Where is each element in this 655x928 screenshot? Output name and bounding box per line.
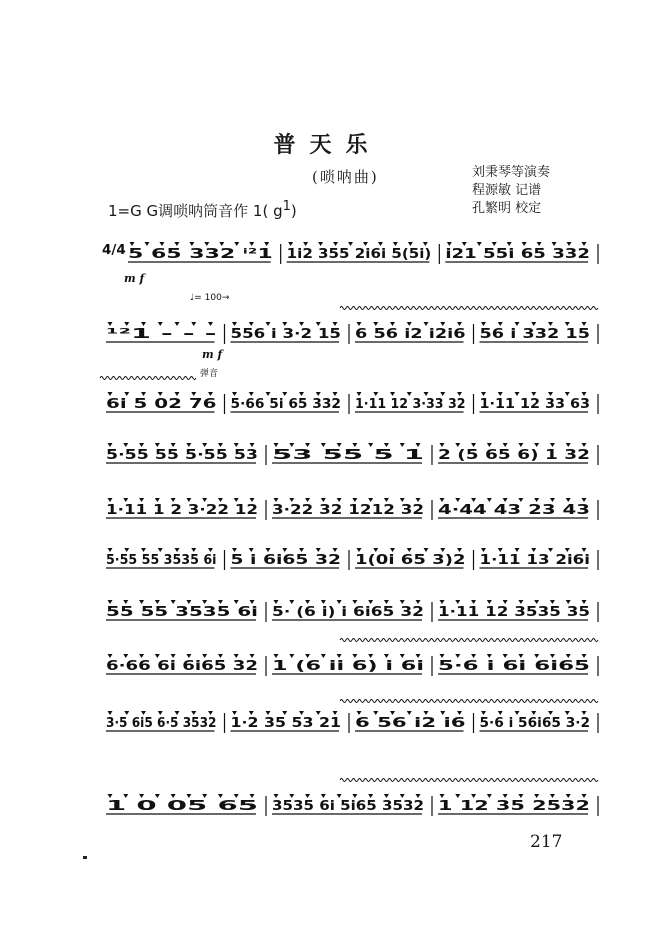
score-line — [0, 644, 655, 698]
measure-notes: 5·66 5i 65 332 — [230, 396, 341, 412]
measure-notes: 6·66 6i 6i65 32 — [106, 658, 258, 674]
instrument-tuning: G调唢呐筒音作 1( g — [146, 202, 283, 220]
trill-wave — [340, 700, 598, 703]
transcriber-credit: 程源敏 记谱 — [472, 183, 542, 198]
score-line-svg — [0, 644, 655, 698]
score-line-svg — [0, 382, 655, 436]
score-line — [0, 382, 655, 436]
measure-notes: 1·11 13 2i6i — [479, 552, 590, 568]
score-line — [0, 293, 655, 379]
measure-notes: i21 55i 65 332 — [445, 246, 590, 262]
measure-notes: 1·11 12 3·33 32 — [355, 396, 466, 412]
stray-ink-mark — [83, 856, 87, 859]
score-line-svg — [0, 590, 655, 644]
measure-notes: 3535 6i 5i65 3532 — [272, 798, 424, 814]
performers-credit: 刘秉琴等演奏 — [472, 165, 551, 180]
measure-notes: 1 0 05 65 — [106, 798, 258, 814]
measure-notes: 5· (6 i) i 6i65 32 — [272, 604, 424, 620]
score-line — [0, 433, 655, 487]
score-line-svg — [0, 293, 655, 379]
measure-notes: 1·11 12 33 63 — [479, 396, 590, 412]
score-line-svg — [0, 538, 655, 592]
score-line-svg — [0, 488, 655, 542]
page-number: 217 — [530, 832, 563, 852]
measure-notes: 5 i 6i65 32 — [230, 552, 341, 568]
measure-notes: 56 i 332 15 — [479, 326, 590, 342]
time-signature: 4/4 — [102, 242, 126, 258]
measure-notes: 6i 5 02 76 — [106, 396, 217, 412]
measure-notes: 4·44 43 23 43 — [438, 502, 590, 518]
measure-notes: 556 i 3·2 15 — [230, 326, 341, 342]
dynamic-marking: m f — [202, 348, 223, 361]
piece-title: 普天乐 — [273, 132, 382, 158]
measure-notes: 1(0i 65 3)2 — [355, 552, 466, 568]
score-line-svg — [0, 232, 655, 286]
measure-notes: 1·11 12 3535 35 — [438, 604, 590, 620]
score-line-svg — [0, 433, 655, 487]
measure-notes: 5·6 i 56i65 3·2 — [479, 715, 590, 731]
trill-wave — [100, 377, 196, 380]
measure-notes: 5·6 i 6i 6i65 — [438, 658, 590, 674]
measure-notes: 1·11 1 2 3·22 12 — [106, 502, 258, 518]
measure-notes: 3·22 32 1212 32 — [272, 502, 424, 518]
measure-notes: 3·5 6i5 6·5 3532 — [106, 715, 217, 731]
trill-wave — [340, 779, 598, 782]
measure-notes: 6 56 i2 i6 — [355, 715, 466, 731]
measure-notes: 6 56 i2 i2i6 — [355, 326, 466, 342]
measure-notes: 53 55 5 1 — [272, 447, 424, 463]
measure-notes: 5 65 332 ⁱ²1 — [128, 246, 273, 262]
measure-notes: 1·2 35 53 21 — [230, 715, 341, 731]
tempo-marking: ♩= 100→ — [190, 293, 230, 303]
score-line-svg — [0, 701, 655, 755]
measure-notes: ¹²1 - - - — [106, 326, 217, 342]
measure-notes: 1 (6 ii 6) i 6i — [272, 658, 424, 674]
key-signature — [108, 199, 297, 221]
measure-notes: 1i2 355 2i6i 5(5i) — [286, 246, 432, 262]
measure-notes: 2 (5 65 6) 1 32 — [438, 447, 590, 463]
credits-block — [472, 164, 550, 218]
key-label: 1=G — [108, 202, 142, 220]
piece-subtitle: (唢呐曲) — [312, 168, 379, 186]
measure-notes: 5·55 55 3535 6i — [106, 552, 217, 568]
dynamic-marking: m f — [124, 272, 145, 285]
measure-notes: 5·55 55 5·55 53 — [106, 447, 258, 463]
measure-notes: 55 55 3535 6i — [106, 604, 258, 620]
score-line — [0, 232, 655, 286]
editor-credit: 孔繁明 校定 — [472, 201, 542, 216]
score-line — [0, 488, 655, 542]
key-close: ) — [290, 202, 297, 220]
trill-wave — [340, 307, 598, 310]
octave-mark: 1 — [282, 199, 291, 214]
score-line — [0, 538, 655, 592]
technique-marking: 弹音 — [200, 369, 219, 379]
measure-notes: 1 12 35 2532 — [438, 798, 590, 814]
score-line-svg — [0, 784, 655, 838]
score-line — [0, 701, 655, 755]
score-line — [0, 784, 655, 838]
score-line — [0, 590, 655, 644]
